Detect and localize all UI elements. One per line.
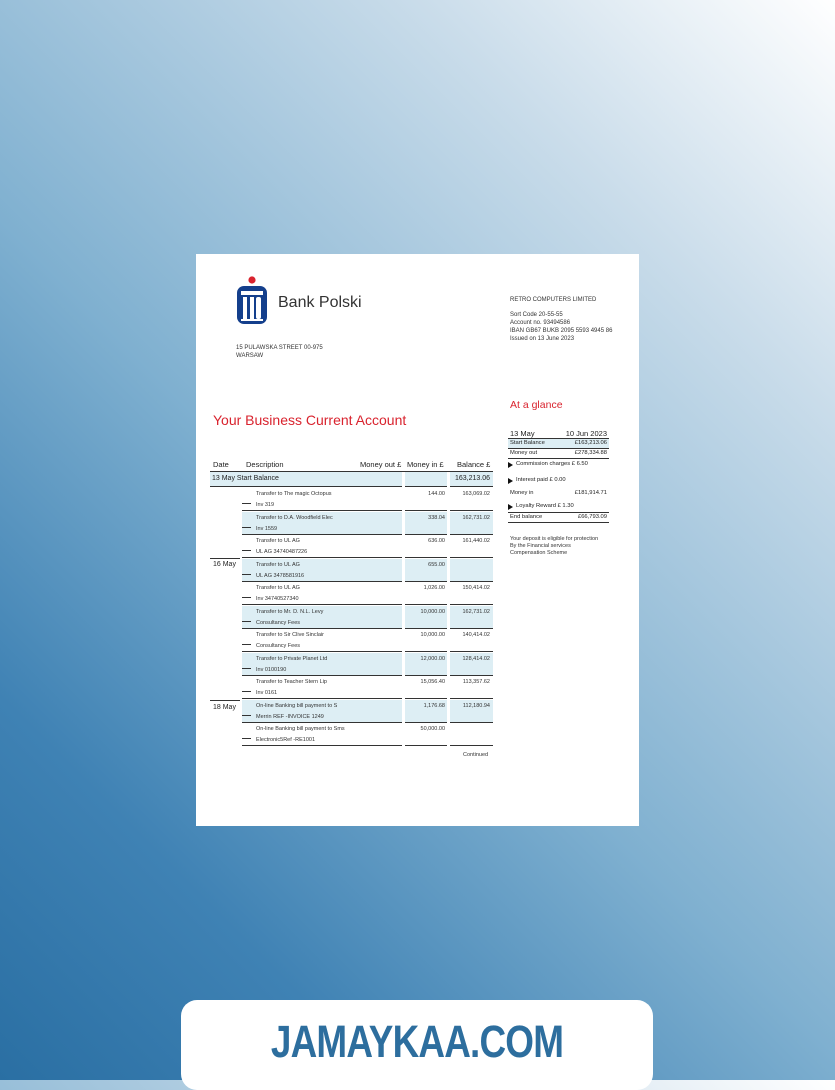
row-reference: UL AG 34740487226: [256, 549, 308, 555]
row-money-out: 655.00: [428, 561, 445, 568]
col-date: Date: [213, 460, 229, 469]
deposit-note-line: By the Financial services: [510, 543, 571, 549]
row-money-out: 1,026.00: [423, 585, 445, 591]
date-divider: [210, 700, 240, 701]
row-description: On-line Banking bill payment to S: [256, 702, 338, 709]
row-marker: [242, 738, 251, 739]
row-reference: Inv 34740527340: [256, 596, 299, 602]
page-title: Your Business Current Account: [213, 412, 407, 428]
out-label: Money out: [510, 450, 538, 456]
row-money-out: 50,000.00: [420, 726, 445, 732]
col-money-in: Money in £: [407, 460, 444, 469]
row-money-out: 10,000.00: [420, 608, 445, 615]
site-banner: [181, 1000, 653, 1090]
row-reference: Inv 1559: [256, 525, 278, 532]
commission-row: [508, 459, 609, 470]
row-marker: [242, 668, 251, 669]
col-description: Description: [246, 460, 284, 469]
row-marker: [242, 527, 251, 528]
row-description: Transfer to Mr. D. N.L. Levy: [256, 608, 324, 615]
iban: IBAN GB67 BUKB 2095 5593 4945 86: [510, 328, 613, 334]
start-balance-row: [210, 472, 493, 486]
table-row: [242, 512, 493, 535]
row-balance: 128,414.02: [462, 655, 490, 662]
row-money-out: 12,000.00: [420, 655, 445, 662]
address-line: 15 PULAWSKA STREET 00-975: [236, 345, 323, 351]
triangle-icon: [508, 504, 513, 510]
row-balance: 112,180.94: [462, 702, 490, 709]
start-balance-label: 13 May Start Balance: [212, 475, 279, 482]
company-name: RETRO COMPUTERS LIMITED: [510, 297, 597, 303]
row-money-out: 1,176.68: [423, 702, 445, 709]
table-row: [242, 700, 493, 723]
table-row: [242, 653, 493, 676]
bank-address: [236, 344, 356, 360]
table-row: [242, 629, 493, 652]
row-balance: 140,414.02: [462, 632, 490, 638]
row-description: On-line Banking bill payment to Sms: [256, 726, 345, 732]
row-reference: Merrin REF -INVOICE 1249: [256, 713, 324, 720]
period-to: 10 Jun 2023: [565, 429, 607, 438]
glance-period: [508, 429, 609, 439]
commission-text: Commission charges £ 6.50: [516, 461, 588, 467]
row-balance: 161,440.02: [462, 538, 490, 544]
col-money-out: Money out £: [360, 460, 402, 469]
row-balance: 150,414.02: [462, 585, 490, 591]
row-marker: [242, 574, 251, 575]
table-row: [242, 535, 493, 558]
row-balance: 162,731.02: [462, 514, 490, 521]
loyalty-text: Loyalty Reward £ 1.30: [516, 503, 574, 509]
triangle-icon: [508, 462, 513, 468]
row-description: Transfer to Sir Clive Sinclair: [256, 632, 324, 638]
row-description: Transfer to UL AG: [256, 561, 300, 568]
row-marker: [242, 503, 251, 504]
glance-panel: [508, 429, 609, 523]
site-name: JAMAYKAA.COM: [270, 1016, 564, 1067]
table-row: [242, 676, 493, 699]
row-reference: Inv 0161: [256, 690, 278, 696]
address-line: WARSAW: [236, 353, 264, 359]
glance-start-row: [508, 439, 609, 449]
issued-date: Issued on 13 June 2023: [510, 336, 575, 342]
row-money-out: 144.00: [428, 491, 445, 497]
glance-title: At a glance: [510, 399, 563, 411]
interest-text: Interest paid £ 0.00: [516, 477, 566, 483]
col-balance: Balance £: [457, 460, 491, 469]
triangle-icon: [508, 478, 513, 484]
row-money-out: 636.00: [428, 538, 445, 544]
row-money-out: 15,056.40: [420, 679, 445, 685]
row-money-out: 10,000.00: [420, 632, 445, 638]
in-label: Money in: [510, 490, 534, 496]
row-balance: 113,357.62: [462, 679, 490, 685]
row-description: Transfer to Teacher Stern Lip: [256, 679, 327, 685]
row-balance: 163,069.02: [462, 491, 490, 497]
bank-name: Bank Polski: [278, 294, 362, 311]
glance-end-row: [508, 512, 609, 523]
date-divider: [210, 558, 240, 559]
deposit-note-line: Compensation Scheme: [510, 550, 568, 556]
bank-statement: [196, 254, 639, 826]
bank-logo: [234, 276, 270, 326]
start-balance-value: 163,213.06: [454, 475, 490, 482]
row-description: Transfer to The magic Octopus: [256, 491, 332, 497]
row-marker: [242, 550, 251, 551]
deposit-note-line: Your deposit is eligible for protection: [510, 536, 599, 542]
out-value: £278,334.88: [574, 450, 607, 456]
account-number: Account no. 93494586: [510, 320, 571, 326]
row-reference: Consultancy Fees: [256, 619, 301, 626]
row-description: Transfer to Private Planet Ltd: [256, 655, 328, 662]
row-description: Transfer to UL AG: [256, 585, 300, 591]
glance-out-row: [508, 449, 609, 459]
row-marker: [242, 691, 251, 692]
date-label: 16 May: [213, 561, 236, 568]
table-header: [210, 457, 493, 472]
table-row: [242, 582, 493, 605]
row-description: Transfer to UL AG: [256, 538, 300, 544]
customer-details: [510, 296, 630, 343]
start-label: Start Balance: [510, 440, 545, 446]
row-marker: [242, 715, 251, 716]
in-value: £181,914.71: [574, 490, 607, 496]
continued-note: Continued: [463, 752, 489, 758]
end-value: £66,793.09: [577, 514, 607, 520]
table-row: [242, 488, 493, 511]
row-reference: Inv 0100190: [256, 666, 287, 673]
row-marker: [242, 597, 251, 598]
date-label: 18 May: [213, 704, 236, 711]
row-reference: Consultancy Fees: [256, 643, 301, 649]
interest-row: [508, 475, 609, 486]
row-marker: [242, 644, 251, 645]
row-reference: Inv 319: [256, 502, 275, 508]
deposit-note: [510, 536, 620, 557]
table-row: [242, 606, 493, 629]
start-value: £163,213.06: [574, 440, 607, 446]
table-row: [242, 723, 493, 746]
row-reference: UL AG 3478581916: [256, 572, 305, 579]
row-balance: 162,731.02: [462, 608, 490, 615]
loyalty-row: [508, 501, 609, 512]
row-money-out: 338.04: [428, 514, 445, 521]
table-row: [242, 559, 493, 582]
period-from: 13 May: [510, 429, 535, 438]
row-reference: Electronic5Ref -RE1001: [256, 737, 316, 743]
row-marker: [242, 621, 251, 622]
end-label: End balance: [510, 514, 543, 520]
glance-in-row: [508, 489, 609, 498]
sort-code: Sort Code 20-55-55: [510, 312, 563, 318]
row-description: Transfer to D.A. Woodfield Elec: [256, 514, 333, 521]
